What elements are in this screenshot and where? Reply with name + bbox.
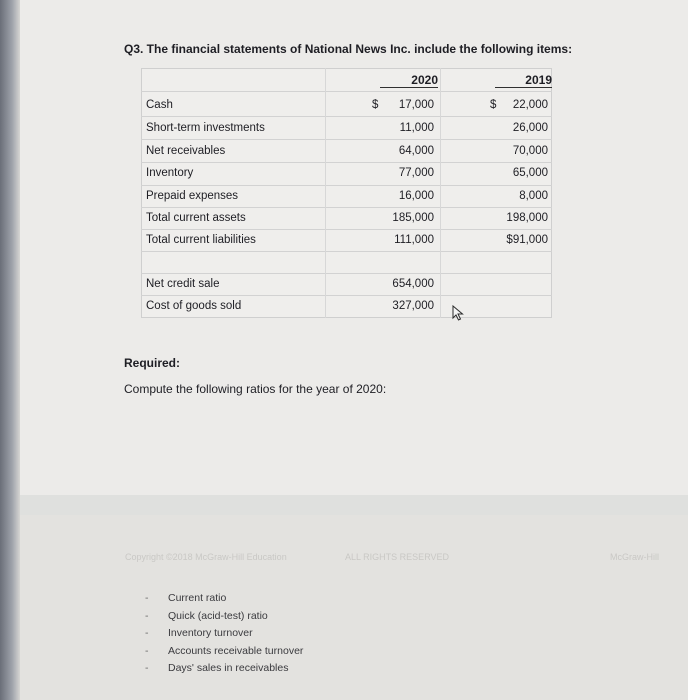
row-label-cash: Cash	[146, 99, 173, 111]
row-label-short-term-investments: Short-term investments	[146, 122, 265, 134]
value-2019: $91,000	[506, 234, 548, 246]
value-2020: 17,000	[398, 99, 434, 111]
required-heading: Required:	[124, 356, 181, 370]
row-label-net-credit-sale: Net credit sale	[146, 278, 220, 290]
table-gridline	[141, 185, 552, 186]
table-gridline	[141, 251, 552, 252]
value-2020: 77,000	[398, 167, 434, 179]
list-item: - Days' sales in receivables	[145, 660, 303, 678]
row-label-inventory: Inventory	[146, 167, 194, 179]
row-label-prepaid-expenses: Prepaid expenses	[146, 190, 239, 202]
question-heading: Q3. The financial statements of National News Inc. include the following items:	[124, 42, 573, 56]
row-label-net-receivables: Net receivables	[146, 145, 226, 157]
page-divider-band	[20, 495, 688, 515]
rights-faint-text: ALL RIGHTS RESERVED	[345, 552, 450, 562]
list-item: - Inventory turnover	[145, 625, 303, 643]
value-2020: 327,000	[392, 300, 434, 312]
table-gridline	[141, 295, 552, 296]
value-2019: 65,000	[512, 167, 548, 179]
table-gridline	[141, 116, 552, 117]
required-instruction: Compute the following ratios for the year of 2020:	[124, 382, 387, 396]
list-item: - Quick (acid-test) ratio	[145, 608, 303, 626]
list-item: - Accounts receivable turnover	[145, 643, 303, 661]
row-label-cost-of-goods-sold: Cost of goods sold	[146, 300, 242, 312]
table-column-line	[440, 68, 441, 318]
value-2020: 64,000	[398, 145, 434, 157]
table-gridline	[141, 207, 552, 208]
column-header-2020: 2020	[380, 73, 438, 88]
value-2019: 26,000	[512, 122, 548, 134]
dollar-sign: $	[372, 99, 379, 111]
table-gridline	[141, 91, 552, 92]
list-item: - Current ratio	[145, 590, 303, 608]
row-label-total-current-assets: Total current assets	[146, 212, 246, 224]
value-2020: 654,000	[392, 278, 434, 290]
mouse-pointer-icon	[452, 305, 466, 321]
table-gridline	[141, 273, 552, 274]
value-2019: 8,000	[519, 190, 548, 202]
value-2020: 185,000	[392, 212, 434, 224]
value-2019: 22,000	[512, 99, 548, 111]
dollar-sign: $	[490, 99, 497, 111]
table-gridline	[141, 229, 552, 230]
column-header-2019: 2019	[495, 73, 552, 88]
monitor-edge-shadow	[0, 0, 20, 700]
value-2020: 16,000	[398, 190, 434, 202]
document-page-lower	[20, 515, 688, 700]
table-column-line	[325, 68, 326, 318]
value-2019: 70,000	[512, 145, 548, 157]
row-label-total-current-liabilities: Total current liabilities	[146, 234, 256, 246]
value-2020: 111,000	[394, 234, 434, 246]
value-2020: 11,000	[399, 122, 434, 134]
copyright-faint-text: Copyright ©2018 McGraw-Hill Education	[125, 552, 287, 562]
value-2019: 198,000	[506, 212, 548, 224]
table-gridline	[141, 162, 552, 163]
table-gridline	[141, 139, 552, 140]
ratio-list	[145, 590, 303, 678]
publisher-faint-text: McGraw-Hill	[610, 552, 659, 562]
